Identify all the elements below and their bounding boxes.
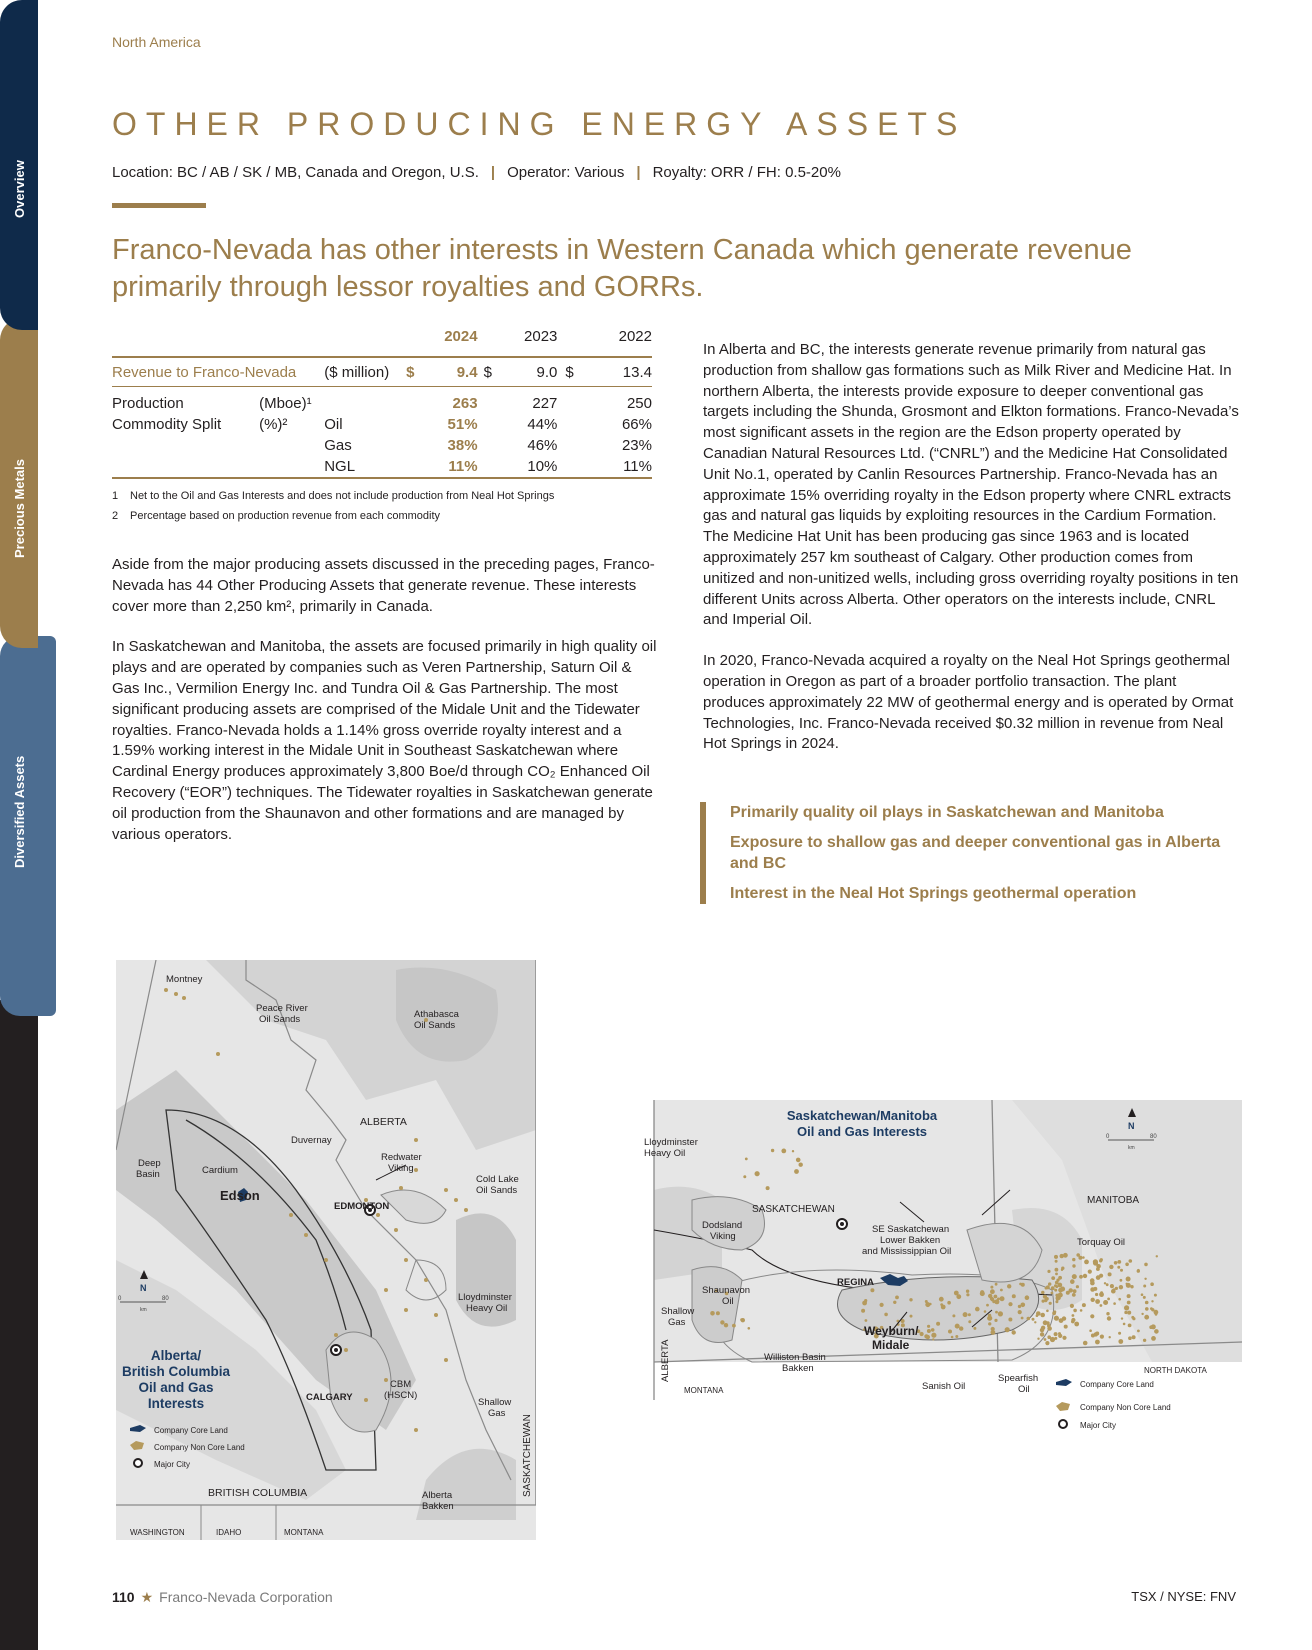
commodity-row-oil bbox=[112, 414, 652, 435]
year-2024-header: 2024 bbox=[444, 328, 478, 345]
map-label: MANITOBA bbox=[1087, 1195, 1140, 1206]
map-label: Spearfish bbox=[998, 1373, 1039, 1384]
oil-2022: 66% bbox=[621, 416, 652, 433]
operator-text: Operator: Various bbox=[507, 164, 625, 181]
sk-map-legend bbox=[1056, 1400, 1256, 1450]
production-unit: (Mboe)¹ bbox=[259, 395, 312, 412]
map-label: Cardium bbox=[202, 1165, 238, 1176]
footnote: 2 Percentage based on production revenue from each commodity bbox=[112, 510, 441, 522]
page-title: OTHER PRODUCING ENERGY ASSETS bbox=[112, 106, 967, 142]
map-label: Torquay Oil bbox=[1077, 1237, 1126, 1248]
map-label: Viking bbox=[710, 1231, 736, 1242]
highlight-item: Interest in the Neal Hot Springs geothermal operation bbox=[730, 885, 1137, 902]
map-label: Dodsland bbox=[702, 1220, 743, 1231]
financial-table bbox=[112, 328, 652, 479]
saskatchewan-manitoba-map bbox=[632, 1100, 1242, 1400]
tab-overview[interactable] bbox=[0, 0, 38, 330]
map-title: Alberta/ bbox=[150, 1348, 202, 1363]
legend-label: Major City bbox=[154, 1460, 191, 1469]
legend-label: Major City bbox=[1080, 1421, 1117, 1430]
title-rule bbox=[112, 203, 206, 208]
map-label: Lower Bakken bbox=[880, 1235, 941, 1246]
commodity-split-unit: (%)² bbox=[259, 416, 288, 433]
map-label: Heavy Oil bbox=[644, 1148, 686, 1159]
paragraph: In 2020, Franco-Nevada acquired a royalty on the Neal Hot Springs geothermal operation in Oregon as part of a broader portfolio transaction. The plant produces approximately 22 MW of geothermal energy and is operated by Ormat Technologies, Inc. Franco-Nevada received $0.32 million in revenue from Neal Hot Springs in 2024. bbox=[703, 652, 1234, 753]
currency-symbol: $ bbox=[406, 357, 423, 387]
tab-diversified-assets-label: Diversified Assets bbox=[12, 755, 27, 868]
non-core-land-icon bbox=[1056, 1402, 1070, 1411]
production-2022: 250 bbox=[626, 395, 652, 412]
company-name: Franco-Nevada Corporation bbox=[159, 1589, 333, 1605]
highlights-callout bbox=[700, 802, 1250, 904]
map-title: Saskatchewan/Manitoba bbox=[786, 1108, 938, 1123]
production-row bbox=[112, 393, 652, 414]
map-label: ALBERTA bbox=[660, 1339, 671, 1382]
map-label: Shallow bbox=[478, 1397, 512, 1408]
currency-symbol: $ bbox=[557, 357, 584, 387]
map-label: NORTH DAKOTA bbox=[1144, 1366, 1207, 1375]
map-label: Williston Basin bbox=[764, 1352, 826, 1363]
map-label: BRITISH COLUMBIA bbox=[208, 1487, 308, 1499]
map-title: Interests bbox=[147, 1396, 205, 1411]
legend-label: Company Core Land bbox=[154, 1426, 228, 1435]
table-header-row bbox=[112, 328, 652, 357]
svg-text:km: km bbox=[140, 1307, 147, 1313]
year-2022-header: 2022 bbox=[618, 328, 652, 345]
map-label: WASHINGTON bbox=[130, 1528, 185, 1537]
svg-text:N: N bbox=[1128, 1121, 1135, 1131]
major-city-icon bbox=[1059, 1420, 1067, 1428]
map-label: IDAHO bbox=[216, 1528, 242, 1537]
map-label: Oil Sands bbox=[476, 1185, 518, 1196]
map-label: CBM bbox=[390, 1379, 412, 1390]
map-label: Shallow bbox=[661, 1306, 695, 1317]
legend-label: Company Non Core Land bbox=[154, 1443, 245, 1452]
ngl-2023: 10% bbox=[494, 456, 557, 478]
map-label: EDMONTON bbox=[334, 1201, 390, 1212]
commodity-name: Gas bbox=[324, 437, 352, 454]
svg-text:80: 80 bbox=[1150, 1134, 1157, 1140]
major-city-icon bbox=[134, 1459, 142, 1467]
map-label: and Mississippian Oil bbox=[862, 1246, 952, 1257]
right-column bbox=[703, 340, 1240, 775]
ngl-2022: 11% bbox=[585, 456, 652, 478]
commodity-row-gas bbox=[112, 435, 652, 456]
map-label: Bakken bbox=[782, 1363, 814, 1374]
alberta-bc-map bbox=[116, 960, 536, 1540]
map-label: Duvernay bbox=[291, 1135, 332, 1146]
ngl-2024: 11% bbox=[423, 456, 478, 478]
highlight-item: Primarily quality oil plays in Saskatchewan and Manitoba bbox=[730, 804, 1164, 821]
footer-page-info bbox=[112, 1589, 333, 1606]
map-label: Oil Sands bbox=[414, 1020, 456, 1031]
production-2023: 227 bbox=[532, 395, 558, 412]
map-label: (HSCN) bbox=[384, 1390, 418, 1401]
oil-2023: 44% bbox=[527, 416, 558, 433]
svg-text:0: 0 bbox=[118, 1296, 122, 1302]
commodity-row-ngl bbox=[112, 456, 652, 478]
map-label: Lloydminster bbox=[644, 1137, 698, 1148]
side-tab-dark bbox=[0, 1000, 38, 1650]
highlight-item: Exposure to shallow gas and deeper conventional gas in Alberta and BC bbox=[730, 834, 1221, 872]
map-label: SE Saskatchewan bbox=[872, 1224, 950, 1235]
map-label: Deep bbox=[138, 1158, 161, 1169]
map-label: MONTANA bbox=[684, 1386, 724, 1395]
meta-separator: | bbox=[636, 164, 641, 181]
location-text: Location: BC / AB / SK / MB, Canada and Oregon, U.S. bbox=[112, 164, 479, 181]
svg-text:km: km bbox=[1128, 1145, 1135, 1151]
map-label: Oil bbox=[1018, 1384, 1030, 1395]
revenue-2024: 9.4 bbox=[423, 357, 478, 387]
asset-meta-line bbox=[112, 164, 841, 181]
star-icon: ★ bbox=[140, 1589, 154, 1605]
map-label: Oil Sands bbox=[259, 1014, 301, 1025]
svg-text:N: N bbox=[140, 1283, 147, 1293]
map-label: CALGARY bbox=[306, 1392, 353, 1403]
tab-precious-metals-label: Precious Metals bbox=[12, 459, 27, 558]
headline: Franco-Nevada has other interests in Western Canada which generate revenue primarily through lessor royalties and GORRs. bbox=[112, 234, 1132, 303]
map-label: SASKATCHEWAN bbox=[752, 1204, 835, 1215]
map-label: Gas bbox=[668, 1317, 686, 1328]
map-label: Montney bbox=[166, 974, 203, 985]
ticker-symbol: TSX / NYSE: FNV bbox=[1131, 1589, 1236, 1604]
revenue-2023: 9.0 bbox=[494, 357, 557, 387]
map-label: Redwater bbox=[381, 1152, 422, 1163]
revenue-label: Revenue to Franco-Nevada bbox=[112, 357, 324, 387]
revenue-2022: 13.4 bbox=[585, 357, 652, 387]
map-label: Midale bbox=[872, 1338, 910, 1352]
legend-label: Company Core Land bbox=[1080, 1380, 1154, 1389]
gas-2023: 46% bbox=[527, 437, 558, 454]
footnote: 1 Net to the Oil and Gas Interests and does not include production from Neal Hot Springs bbox=[112, 490, 555, 502]
paragraph: In Alberta and BC, the interests generate revenue primarily from natural gas production from shallow gas formations such as Milk River and Medicine Hat. In northern Alberta, the interests provide exposure to deeper conventional gas targets including the Shunda, Grosmont and Elkton formations. Franco-Nevada’s most significant assets in the region are the Edson property operated by Canadian Natural Resources Ltd. (“CNRL”) and the Medicine Hat Consolidated Unit No.1, operated by Canlin Resources Partnership. Franco-Nevada has an approximate 15% overriding royalty in the Edson property where CNRL extracts gas and natural gas liquids by exploiting resources in the Cardium Formation. The Medicine Hat Unit has been producing gas since 1963 and is located approximately 257 km southeast of Calgary. Other production comes from unitized and non-unitized wells, including gross overriding royalty positions in ten different Units across Alberta. Other operators on the interests include, CNRL and Imperial Oil. bbox=[703, 341, 1239, 629]
gas-2024: 38% bbox=[447, 437, 478, 454]
production-label: Production bbox=[112, 395, 184, 412]
commodity-name: Oil bbox=[324, 416, 343, 433]
paragraph: Aside from the major producing assets discussed in the preceding pages, Franco- Nevada has 44 Other Producing Assets that generate revenue. These interests cover more than 2,250 km², primarily in Canada. bbox=[112, 556, 655, 615]
map-label: ALBERTA bbox=[360, 1116, 407, 1128]
map-label: Viking bbox=[388, 1163, 414, 1174]
map-label: Peace River bbox=[256, 1003, 308, 1014]
production-2024: 263 bbox=[452, 395, 478, 412]
map-title: British Columbia bbox=[121, 1364, 231, 1379]
section-label: North America bbox=[112, 34, 201, 50]
tab-diversified-assets[interactable] bbox=[0, 636, 56, 1016]
map-label: Heavy Oil bbox=[466, 1303, 508, 1314]
currency-symbol: $ bbox=[478, 357, 495, 387]
map-label: Shaunavon bbox=[702, 1285, 751, 1296]
map-title: Oil and Gas Interests bbox=[796, 1124, 928, 1139]
gas-2022: 23% bbox=[621, 437, 652, 454]
revenue-row bbox=[112, 357, 652, 387]
legend-label: Company Non Core Land bbox=[1080, 1403, 1171, 1412]
commodity-split-label: Commodity Split bbox=[112, 416, 222, 433]
map-label: Basin bbox=[136, 1169, 160, 1180]
map-label: Athabasca bbox=[414, 1009, 459, 1020]
map-label: SASKATCHEWAN bbox=[522, 1414, 533, 1497]
page-number: 110 bbox=[112, 1589, 135, 1605]
royalty-text: Royalty: ORR / FH: 0.5-20% bbox=[652, 164, 841, 181]
map-label: Oil bbox=[722, 1296, 734, 1307]
commodity-name: NGL bbox=[324, 456, 406, 478]
paragraph: In Saskatchewan and Manitoba, the assets are focused primarily in high quality oil plays and are operated by companies such as Veren Partnership, Saturn Oil & Gas Inc., Vermilion Energy Inc. and Tundra Oil & Gas Partnership. The most significant producing assets are comprised of the Midale Unit and the Tidewater royalties. Franco-Nevada holds a 1.14% gross override royalty interest and a 1.59% working interest in the Midale Unit in Southeast Saskatchewan where Cardinal Energy produces approximately 3,800 Boe/d through CO₂ Enhanced Oil Recovery (“EOR”) techniques. The Tidewater royalties in Saskatchewan generate oil production from the Shaunavon and other formations and are managed by various operators. bbox=[112, 638, 657, 843]
svg-text:0: 0 bbox=[1106, 1134, 1110, 1140]
map-label: Sanish Oil bbox=[922, 1381, 966, 1392]
core-land-icon bbox=[1056, 1379, 1072, 1386]
map-label: Lloydminster bbox=[458, 1292, 512, 1303]
year-2023-header: 2023 bbox=[524, 328, 558, 345]
map-label: Gas bbox=[488, 1408, 506, 1419]
tab-precious-metals[interactable] bbox=[0, 318, 38, 648]
map-label: MONTANA bbox=[284, 1528, 324, 1537]
left-column bbox=[112, 555, 657, 865]
map-label: Alberta bbox=[422, 1490, 453, 1501]
revenue-unit: ($ million) bbox=[324, 357, 406, 387]
map-label: Edson bbox=[220, 1188, 260, 1203]
meta-separator: | bbox=[490, 164, 496, 181]
map-label: REGINA bbox=[837, 1277, 874, 1288]
oil-2024: 51% bbox=[447, 416, 478, 433]
map-title: Oil and Gas bbox=[138, 1380, 214, 1395]
map-label: Cold Lake bbox=[476, 1174, 519, 1185]
map-label: Weyburn/ bbox=[864, 1324, 919, 1338]
tab-overview-label: Overview bbox=[12, 160, 27, 218]
svg-text:80: 80 bbox=[162, 1296, 169, 1302]
map-label: Bakken bbox=[422, 1501, 454, 1512]
